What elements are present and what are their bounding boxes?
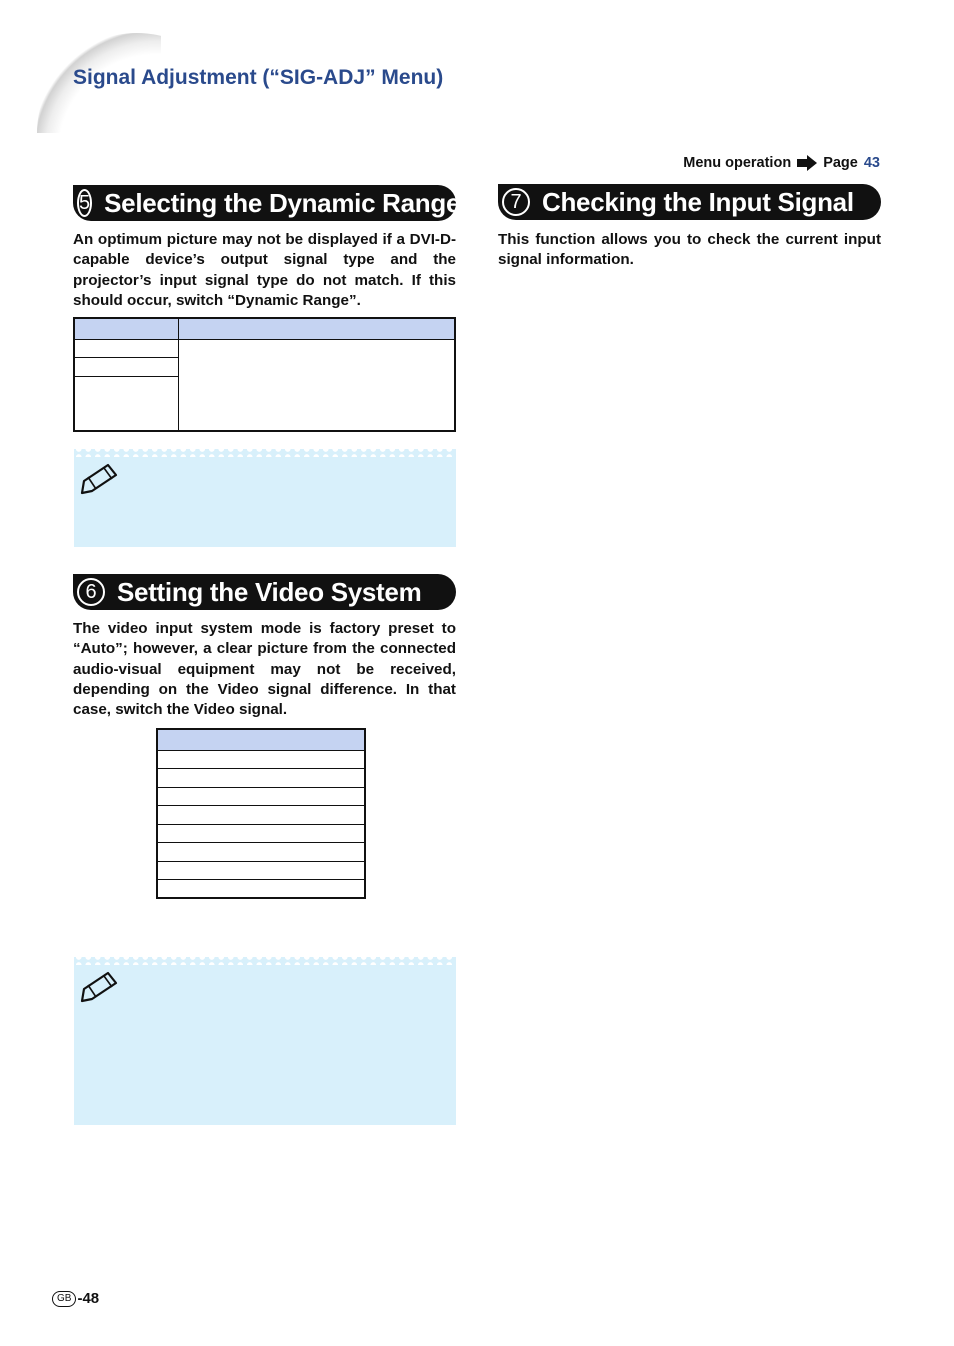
- section-title: Checking the Input Signal: [542, 186, 854, 217]
- section-number-badge: 7: [502, 188, 530, 216]
- section-title: Selecting the Dynamic Range: [104, 187, 461, 218]
- section-heading-dynamic-range: [73, 185, 461, 221]
- page-footer: [52, 1290, 99, 1307]
- page-reference-label: Page: [823, 155, 858, 171]
- note-box: [74, 957, 456, 1125]
- page-title: Signal Adjustment (“SIG-ADJ” Menu): [73, 66, 444, 89]
- note-box: [74, 449, 456, 547]
- pencil-note-icon: [80, 969, 120, 1003]
- video-system-table: [156, 728, 366, 899]
- dynamic-range-table: [73, 317, 456, 432]
- section-heading-input-signal: [498, 184, 881, 220]
- menu-operation-label: Menu operation: [683, 155, 792, 171]
- table-header-row: [158, 730, 364, 751]
- pencil-note-icon: [80, 461, 120, 495]
- section-title: Setting the Video System: [117, 576, 422, 607]
- page-reference-link[interactable]: 43: [863, 155, 880, 171]
- arrow-right-icon: [797, 155, 817, 171]
- menu-operation-reference: [683, 155, 880, 171]
- section-number-badge: 5: [77, 189, 92, 217]
- dynamic-range-description: An optimum picture may not be displayed if a DVI-D-capable device’s output signal type and the projector’s input signal type do not match. If this should occur, switch “Dynamic Range”.: [73, 231, 456, 309]
- video-system-description: The video input system mode is factory preset to “Auto”; however, a clear picture from the connected audio-visual equipment may not be received, depending on the Video signal difference. In that case, switch the Video signal.: [73, 620, 456, 719]
- section-number-badge: 6: [77, 578, 105, 606]
- region-badge: GB: [52, 1291, 76, 1307]
- input-signal-description: This function allows you to check the current input signal information.: [498, 231, 881, 269]
- section-heading-video-system: [73, 574, 456, 610]
- table-header-row: [75, 319, 454, 340]
- page-number: -48: [77, 1290, 100, 1307]
